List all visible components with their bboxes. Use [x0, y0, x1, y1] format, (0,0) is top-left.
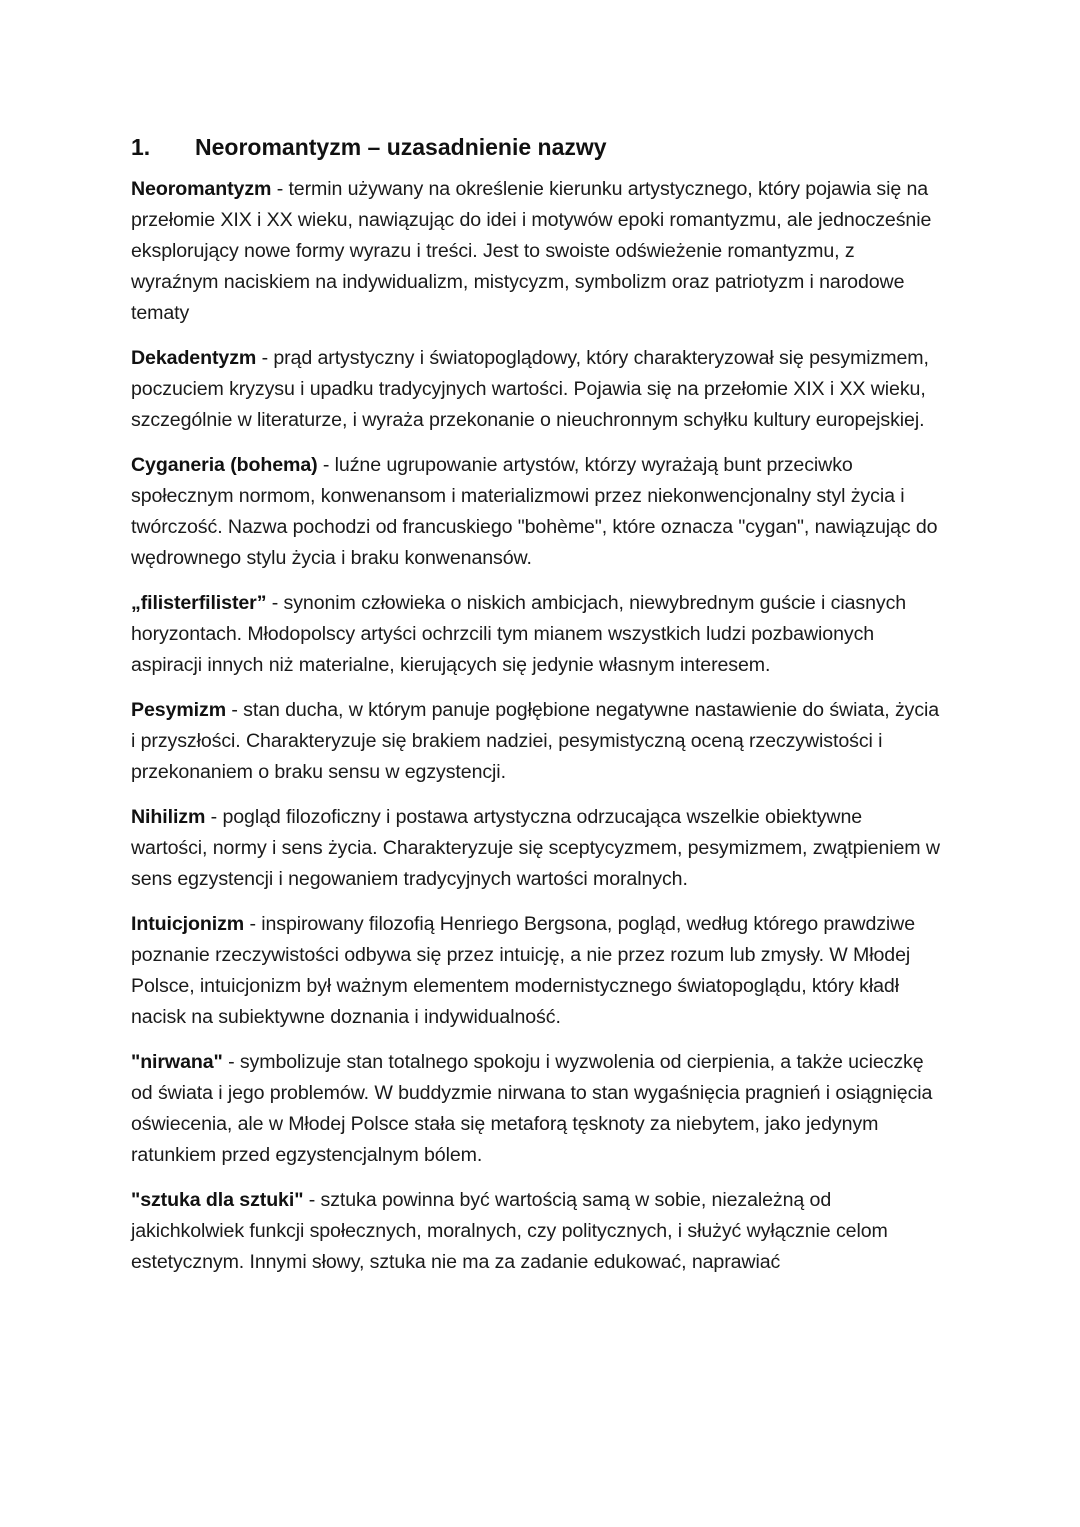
definition-nihilizm: [131, 802, 941, 895]
definition-text: - luźne ugrupowanie artystów, którzy wyrażają bunt przeciwko społecznym normom, konwenansom i materializmowi przez niekonwencjonalny styl życia i twórczość. Nazwa pochodzi od francuskiego "bohème", które oznacza "cygan", nawiązując do wędrownego stylu życia i braku konwenansów.: [131, 454, 938, 569]
section-title: Neoromantyzm – uzasadnienie nazwy: [195, 134, 607, 160]
section-number: 1.: [131, 134, 151, 160]
term: Nihilizm: [131, 806, 206, 828]
definition-nirwana: [131, 1047, 941, 1171]
term: Neoromantyzm: [131, 178, 272, 200]
definition-filister: [131, 588, 941, 681]
definition-text: - prąd artystyczny i światopoglądowy, który charakteryzował się pesymizmem, poczuciem kryzysu i upadku tradycyjnych wartości. Pojawia się na przełomie XIX i XX wieku, szczególnie w literaturze, i wyraża przekonanie o nieuchronnym schyłku kultury europejskiej.: [131, 347, 929, 431]
definition-text: - inspirowany filozofią Henriego Bergsona, pogląd, według którego prawdziwe poznanie rzeczywistości odbywa się przez intuicję, a nie przez rozum lub zmysły. W Młodej Polsce, intuicjonizm był ważnym elementem modernistycznego światopoglądu, który kładł nacisk na subiektywne doznania i indywidualność.: [131, 913, 916, 1028]
definition-text: - sztuka powinna być wartością samą w sobie, niezależną od jakichkolwiek funkcji społecznych, moralnych, czy politycznych, i służyć wyłącznie celom estetycznym. Innymi słowy, sztuka nie ma za zadanie edukować, naprawiać: [131, 1189, 888, 1273]
document-page: [131, 128, 941, 1292]
definition-dekadentyzm: [131, 343, 941, 436]
definition-intuicjonizm: [131, 909, 941, 1033]
definition-text: - termin używany na określenie kierunku artystycznego, który pojawia się na przełomie XIX i XX wieku, nawiązując do idei i motywów epoki romantyzmu, ale jednocześnie eksplorujący nowe formy wyrazu i treści. Jest to swoiste odświeżenie romantyzmu, z wyraźnym naciskiem na indywidualizm, mistycyzm, symbolizm oraz patriotyzm i narodowe tematy: [131, 178, 932, 324]
definition-text: - stan ducha, w którym panuje pogłębione negatywne nastawienie do świata, życia i przyszłości. Charakteryzuje się brakiem nadziei, pesymistyczną oceną rzeczywistości i przekonaniem o braku sensu w egzystencji.: [131, 699, 940, 783]
term: Intuicjonizm: [131, 913, 245, 935]
term: Pesymizm: [131, 699, 227, 721]
definition-sztuka-dla-sztuki: [131, 1185, 941, 1278]
term: "nirwana": [131, 1051, 223, 1073]
definition-cyganeria: [131, 450, 941, 574]
definition-text: - synonim człowieka o niskich ambicjach, niewybrednym guście i ciasnych horyzontach. Młodopolscy artyści ochrzcili tym mianem wszystkich ludzi pozbawionych aspiracji innych niż materialne, kierujących się jedynie własnym interesem.: [131, 592, 907, 676]
term: Dekadentyzm: [131, 347, 257, 369]
definition-neoromantyzm: [131, 174, 941, 329]
term: „filisterfilister”: [131, 592, 267, 614]
definition-text: - symbolizuje stan totalnego spokoju i wyzwolenia od cierpienia, a także ucieczkę od świata i jego problemów. W buddyzmie nirwana to stan wygaśnięcia pragnień i osiągnięcia oświecenia, ale w Młodej Polsce stała się metaforą tęsknoty za niebytem, jako jedynym ratunkiem przed egzystencjalnym bólem.: [131, 1051, 933, 1166]
section-heading: [131, 128, 941, 166]
term: Cyganeria (bohema): [131, 454, 318, 476]
term: "sztuka dla sztuki": [131, 1189, 304, 1211]
definition-pesymizm: [131, 695, 941, 788]
definition-text: - pogląd filozoficzny i postawa artystyczna odrzucająca wszelkie obiektywne wartości, normy i sens życia. Charakteryzuje się sceptycyzmem, pesymizmem, zwątpieniem w sens egzystencji i negowaniem tradycyjnych wartości moralnych.: [131, 806, 940, 890]
